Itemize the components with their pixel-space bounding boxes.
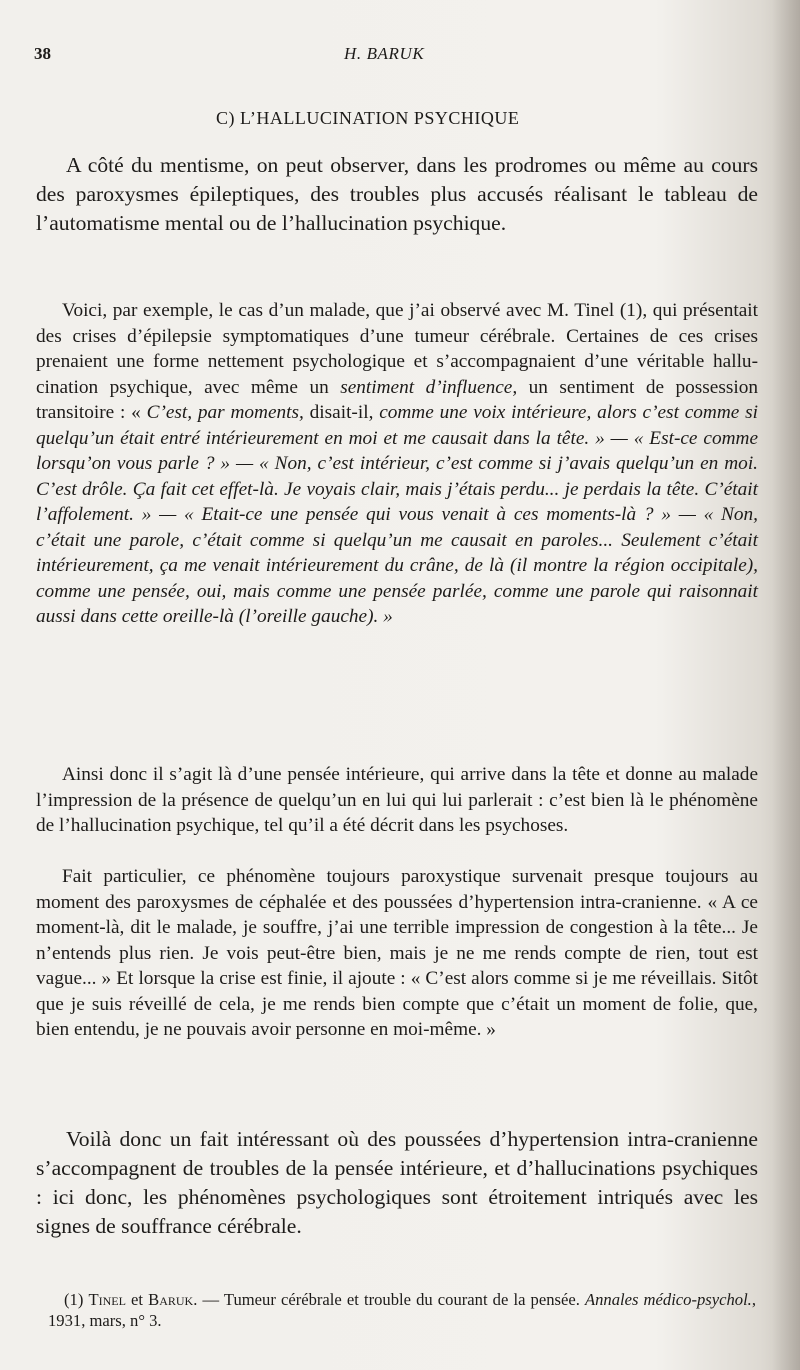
- paragraph-case-report: [36, 298, 758, 630]
- paragraph-mentisme: A côté du mentisme, on peut observer, dans les prodromes ou même au cours des paroxysmes épileptiques, des troubles plus accusés réalisant le tableau de l’automatisme mental ou de l’hallucination psychique.: [36, 153, 758, 235]
- running-title: H. BARUK: [344, 44, 425, 63]
- paragraph-paroxysm: Fait particulier, ce phénomène toujours paroxystique survenait presque toujours au moment des paroxysmes de céphalée et des poussées d’hypertension intra-cranienne. « A ce moment-là, dit le malade, je souffre, j’ai une terrible impression de congestion à la tête... Je n’entends plus rien. Je vois peut-être bien, mais je ne me rends compte de rien, tout est vague... » Et lorsque la crise est finie, il ajoute : « C’est alors comme si je me réveillais. Sitôt que je suis réveillé de cela, je me rends bien compte que c’était un moment de folie, que, bien entendu, je ne pouvais avoir personne en moi-même. »: [36, 866, 758, 1040]
- footnote-title: . — Tumeur cérébrale et trouble du courant de la pensée.: [193, 1290, 585, 1309]
- footnote: [48, 1289, 756, 1331]
- footnote-details: , 1931, mars, n° 3.: [48, 1290, 756, 1330]
- quote-attribution: disait-il,: [303, 402, 380, 423]
- patient-quote-opening: C’est, par moments,: [146, 402, 304, 423]
- section-heading: C) L’HALLUCINATION PSYCHIQUE: [216, 108, 520, 128]
- case-report-intro: Voici, par exemple, le cas d’un malade, que j’ai observé avec M. Tinel (1), qui présentait des crises d’épilepsie symptomatiques d’une tumeur cérébrale. Certaines de ces crises prenaient une forme nettement psychologique et s’accompagnaient d’une véritable hallucination psychique, avec même un: [36, 300, 758, 398]
- influence-term: sentiment d’influence,: [340, 376, 518, 398]
- paragraph-inner-thought: Ainsi donc il s’agit là d’une pensée intérieure, qui arrive dans la tête et donne au malade l’impression de la présence de quelqu’un en lui qui lui parlerait : c’est bien là le phénomène de l’hallucination psychique, tel qu’il a été décrit dans les psychoses.: [36, 764, 758, 836]
- running-header: [34, 44, 764, 70]
- case-report-middle: un sentiment de possession transitoire : «: [36, 376, 759, 423]
- footnote-marker: (1): [64, 1290, 89, 1309]
- page-gutter-shadow: [772, 0, 800, 1370]
- patient-quote: comme une voix intérieure, alors c’est comme si quelqu’un était entré intérieurement en moi et me causait dans la tête. » — « Est-ce comme lorsqu’on vous parle ? » — « Non, c’est intérieur, c’est comme si j’avais quelqu’un en moi. C’est drôle. Ça fait cet effet-là. Je voyais clair, mais j’étais perdu... je perdais la tête. C’était l’affolement. » — « Etait-ce une pensée qui vous venait à ces moments-là ? » — « Non, c’était une parole, c’était comme si quelqu’un me causait en paroles... Seulement c’était intérieurement, ça me venait intérieurement du crâne, de là (il montre la région occipitale), comme une pensée, oui, mais comme une pensée parlée, comme une parole qui raisonnait aussi dans cette oreille-là (l’oreille gauche). »: [36, 402, 758, 627]
- paragraph-conclusion: Voilà donc un fait intéressant où des poussées d’hypertension intra-cranienne s’accompagnent de troubles de la pensée intérieure, et d’hallucinations psychiques : ici donc, les phénomènes psychologiques sont étroitement intriqués avec les signes de souffrance cérébrale.: [36, 1127, 758, 1238]
- footnote-author-tinel: Tinel: [88, 1290, 126, 1309]
- footnote-journal: Annales médico-psychol.: [584, 1290, 752, 1309]
- footnote-author-baruk: Baruk: [148, 1290, 194, 1309]
- page-number: 38: [34, 44, 51, 63]
- footnote-conjunction: et: [125, 1290, 149, 1309]
